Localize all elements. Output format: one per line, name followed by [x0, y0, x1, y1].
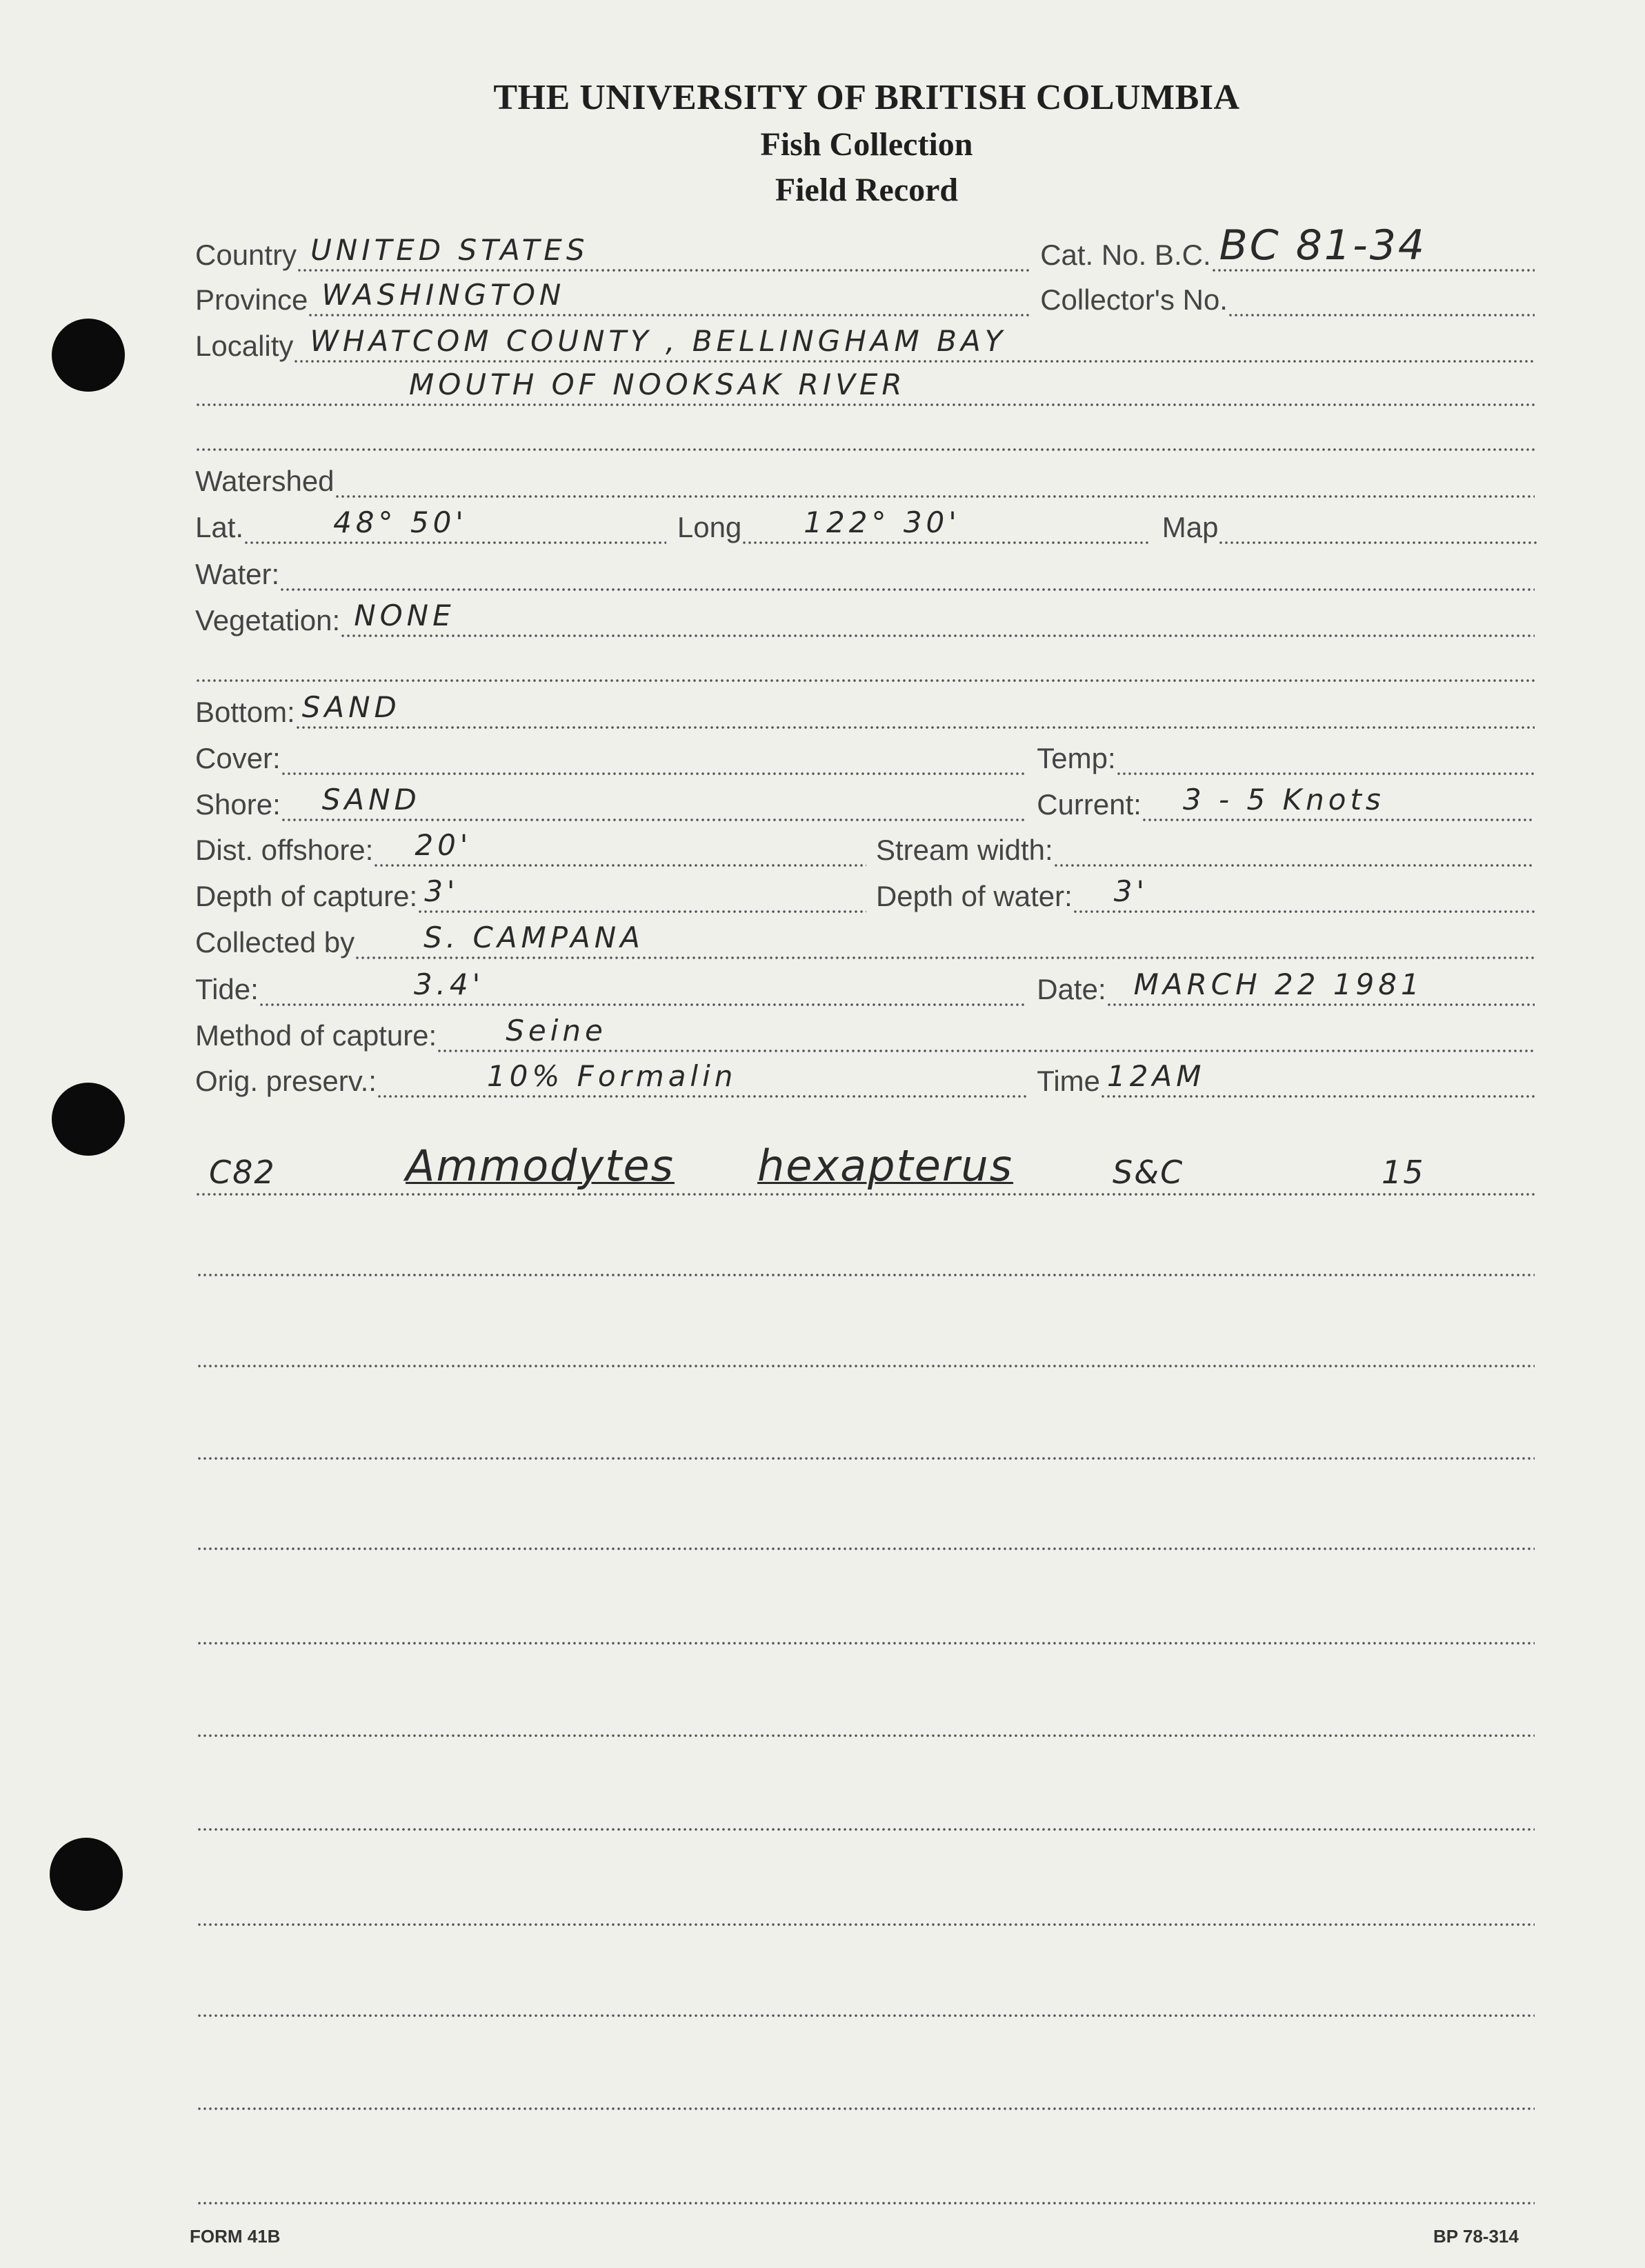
country-value: UNITED STATES — [310, 233, 589, 267]
tide-label: Tide: — [195, 973, 259, 1005]
method-label: Method of capture: — [195, 1019, 437, 1052]
vegetation-label: Vegetation: — [195, 604, 341, 636]
cat-no-value: BC 81-34 — [1219, 221, 1427, 270]
collected-by-value: S. CAMPANA — [423, 921, 644, 954]
water-row — [195, 557, 1535, 592]
blank-line — [197, 2014, 1535, 2018]
country-row — [195, 221, 1535, 272]
punch-hole — [50, 1838, 123, 1911]
vegetation-row — [195, 599, 1535, 638]
date-label: Date: — [1037, 973, 1106, 1005]
bottom-row — [195, 690, 1535, 730]
province-value: WASHINGTON — [321, 278, 566, 312]
institution-title: THE UNIVERSITY OF BRITISH COLUMBIA — [493, 78, 1240, 117]
bottom-value: SAND — [301, 690, 401, 724]
shore-label: Shore: — [195, 788, 281, 821]
long-label: Long — [677, 511, 742, 543]
depth-capture-value: 3' — [424, 874, 459, 908]
specimen-identifier: S&C — [1113, 1154, 1184, 1191]
lat-value: 48° 50' — [333, 505, 468, 539]
form-number: FORM 41B — [190, 2226, 281, 2247]
blank-line — [197, 2107, 1535, 2111]
method-value: Seine — [506, 1014, 607, 1047]
specimen-species: hexapterus — [757, 1141, 1014, 1191]
specimen-count: 15 — [1382, 1154, 1425, 1191]
blank-line — [197, 1456, 1535, 1461]
orig-preserv-value: 10% Formalin — [486, 1059, 737, 1093]
blank-line — [197, 1827, 1535, 1832]
locality-value-2: MOUTH OF NOOKSAK RIVER — [409, 368, 906, 401]
shore-value: SAND — [321, 783, 421, 816]
collectors-no-label: Collector's No. — [1040, 283, 1228, 316]
locality-value-1: WHATCOM COUNTY , BELLINGHAM BAY — [310, 324, 1007, 358]
distance-row — [195, 828, 1535, 867]
collected-by-row — [195, 921, 1535, 960]
current-value: 3 - 5 Knots — [1182, 783, 1385, 816]
time-value: 12AM — [1107, 1059, 1206, 1093]
blank-line — [197, 1734, 1535, 1738]
blank-line — [197, 2201, 1535, 2205]
map-label: Map — [1162, 511, 1219, 543]
province-row — [195, 278, 1535, 317]
method-row — [195, 1014, 1535, 1053]
watershed-label: Watershed — [195, 465, 335, 497]
cover-row — [195, 741, 1535, 776]
record-title: Field Record — [775, 172, 959, 208]
blank-line — [197, 1547, 1535, 1551]
depth-row — [195, 874, 1535, 914]
blank-line — [197, 1273, 1535, 1277]
shore-row — [195, 783, 1535, 822]
collection-title: Fish Collection — [760, 126, 973, 163]
blank-line — [197, 1641, 1535, 1645]
vegetation-value: NONE — [354, 599, 455, 632]
watershed-row — [195, 464, 1535, 499]
punch-hole — [52, 1083, 125, 1156]
dist-offshore-label: Dist. offshore: — [195, 834, 374, 866]
specimen-code: C82 — [209, 1154, 276, 1191]
vegetation-row-2 — [195, 648, 1535, 683]
blank-line — [197, 1364, 1535, 1368]
depth-capture-label: Depth of capture: — [195, 880, 418, 912]
temp-label: Temp: — [1037, 742, 1116, 774]
orig-preserv-label: Orig. preserv.: — [195, 1065, 377, 1097]
water-label: Water: — [195, 558, 280, 590]
locality-label: Locality — [195, 330, 294, 362]
collected-by-label: Collected by — [195, 926, 355, 959]
time-label: Time — [1037, 1065, 1101, 1097]
bottom-label: Bottom: — [195, 696, 295, 728]
tide-value: 3.4' — [413, 967, 485, 1001]
locality-row — [195, 324, 1535, 363]
punch-hole — [52, 319, 125, 392]
long-value: 122° 30' — [804, 505, 961, 539]
province-label: Province — [195, 283, 308, 316]
cat-no-label: Cat. No. B.C. — [1040, 239, 1211, 271]
locality-row-2 — [195, 368, 1535, 407]
locality-row-3 — [195, 417, 1535, 452]
tide-row — [195, 967, 1535, 1007]
print-code: BP 78-314 — [1433, 2226, 1519, 2247]
specimen-row — [195, 1141, 1535, 1196]
lat-label: Lat. — [195, 511, 244, 543]
country-label: Country — [195, 239, 297, 271]
date-value: MARCH 22 1981 — [1133, 967, 1424, 1001]
blank-line — [197, 1923, 1535, 1927]
coordinates-row — [195, 505, 1539, 545]
dist-offshore-value: 20' — [415, 828, 472, 862]
depth-water-value: 3' — [1113, 874, 1149, 908]
current-label: Current: — [1037, 788, 1141, 821]
specimen-genus: Ammodytes — [406, 1141, 675, 1191]
depth-water-label: Depth of water: — [875, 880, 1073, 912]
preservation-row — [195, 1059, 1535, 1098]
cover-label: Cover: — [195, 742, 281, 774]
stream-width-label: Stream width: — [875, 834, 1053, 866]
